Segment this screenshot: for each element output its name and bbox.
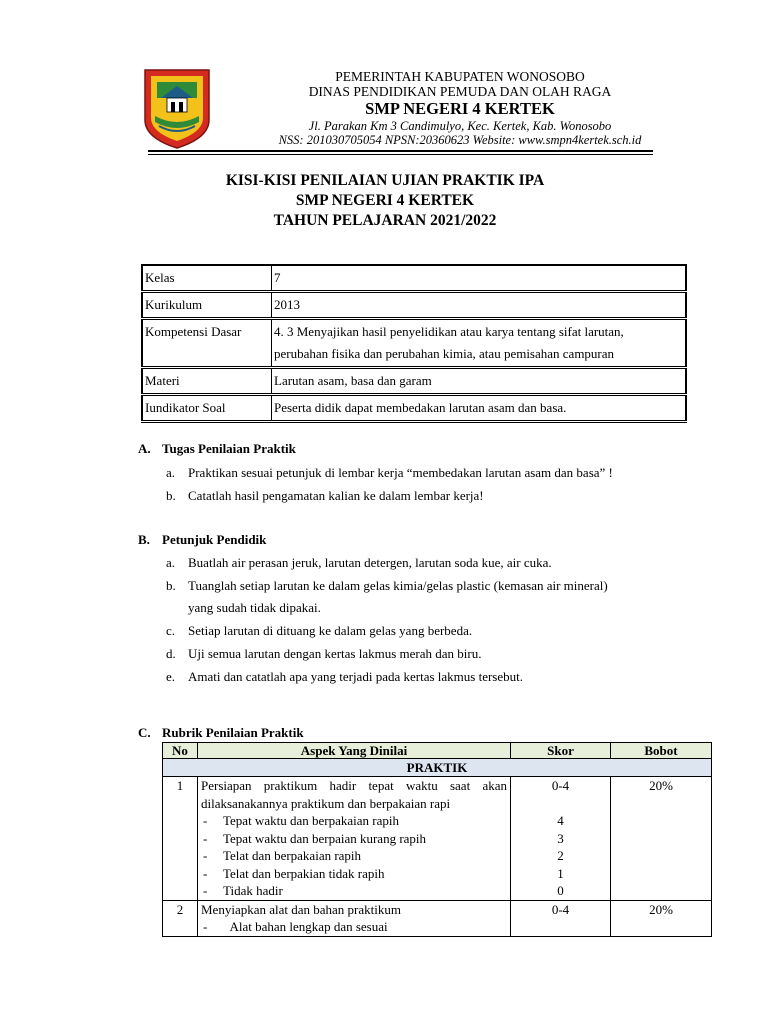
info-value: 2013 [272, 292, 687, 319]
item-letter: e. [166, 669, 176, 684]
item-letter: c. [166, 623, 176, 638]
aspek-line: Menyiapkan alat dan bahan praktikum [201, 901, 401, 917]
sub-item: - Telat dan berpakian tidak rapih [203, 865, 385, 881]
sub-skor: 2 [557, 848, 564, 863]
item-text: Buatlah air perasan jeruk, larutan detergen, larutan soda kue, air cuka. [188, 555, 552, 570]
table-row [163, 900, 712, 936]
sub-skor: 4 [557, 813, 564, 828]
rubric-table [162, 742, 712, 937]
section-a-heading [138, 441, 296, 457]
list-item [166, 555, 696, 571]
info-row-kurikulum [142, 292, 686, 319]
item-letter: d. [166, 646, 176, 661]
letterhead-rule-thick [148, 150, 653, 152]
sub-item: - Tepat waktu dan berpakaian rapih [203, 813, 399, 828]
item-letter: b. [166, 578, 176, 593]
section-title: Petunjuk Pendidik [162, 532, 267, 547]
school-logo-shield-icon [143, 68, 211, 150]
info-row-indikator [142, 395, 686, 422]
list-item [166, 669, 696, 685]
doc-title-year: TAHUN PELAJARAN 2021/2022 [273, 212, 497, 229]
info-value [272, 319, 687, 368]
letterhead-ids: NSS: 201030705054 NPSN:20360623 Website: www.smpn4kertek.sch.id [278, 133, 642, 147]
item-letter: a. [166, 465, 176, 480]
sub-item: - Alat bahan lengkap dan sesuai [203, 919, 388, 934]
item-text: Setiap larutan di dituang ke dalam gelas yang berbeda. [188, 623, 473, 638]
section-b-heading [138, 532, 266, 548]
info-row-kompetensi [142, 319, 686, 368]
doc-title: KISI-KISI PENILAIAN UJIAN PRAKTIK IPA [225, 172, 545, 189]
table-row [163, 777, 712, 901]
section-letter: B. [138, 532, 150, 547]
item-text: Tuanglah setiap larutan ke dalam gelas kimia/gelas plastic (kemasan air mineral) [188, 578, 608, 593]
section-letter: A. [138, 441, 151, 456]
header-skor: Skor [511, 743, 611, 759]
info-label: Iundikator Soal [142, 395, 272, 422]
sub-skor: 3 [557, 830, 564, 846]
info-value: Peserta didik dapat membedakan larutan asam dan basa. [272, 395, 687, 422]
info-label: Kurikulum [142, 292, 272, 319]
list-item [166, 488, 696, 504]
sub-skor: 1 [557, 865, 564, 881]
sub-item: - Tepat waktu dan berpaian kurang rapih [203, 830, 427, 846]
letterhead-government: PEMERINTAH KABUPATEN WONOSOBO [335, 69, 585, 84]
sub-item: - Tidak hadir [203, 883, 283, 898]
row-bobot: 20% [611, 777, 712, 901]
item-text: Praktikan sesuai petunjuk di lembar kerja “membedakan larutan asam dan basa” ! [188, 465, 613, 480]
row-no: 1 [163, 777, 198, 901]
sub-item: - Telat dan berpakaian rapih [203, 848, 362, 863]
item-text: Catatlah hasil pengamatan kalian ke dalam lembar kerja! [188, 488, 484, 503]
header-bobot: Bobot [611, 743, 712, 759]
row-aspek [198, 900, 511, 936]
info-value-line2: perubahan fisika dan perubahan kimia, atau pemisahan campuran [274, 346, 615, 361]
letterhead-school-name: SMP NEGERI 4 KERTEK [365, 99, 555, 118]
info-label: Kompetensi Dasar [142, 319, 272, 368]
header-no: No [163, 743, 198, 759]
letterhead-address: Jl. Parakan Km 3 Candimulyo, Kec. Kertek, Kab. Wonosobo [308, 119, 612, 133]
doc-title-school: SMP NEGERI 4 KERTEK [295, 192, 475, 209]
info-row-materi [142, 368, 686, 395]
info-value: 7 [272, 265, 687, 292]
item-letter: a. [166, 555, 176, 570]
letterhead-rule-thin [148, 154, 653, 155]
list-item [166, 646, 696, 662]
item-text: Amati dan catatlah apa yang terjadi pada kertas lakmus tersebut. [188, 669, 523, 684]
info-label: Materi [142, 368, 272, 395]
item-text: Uji semua larutan dengan kertas lakmus merah dan biru. [188, 646, 482, 661]
item-letter: b. [166, 488, 176, 503]
info-value: Larutan asam, basa dan garam [272, 368, 687, 395]
rubric-header-row [163, 743, 712, 759]
list-item [166, 623, 696, 639]
info-value-line1: 4. 3 Menyajikan hasil penyelidikan atau karya tentang sifat larutan, [274, 324, 624, 339]
section-c-heading [138, 725, 304, 741]
info-table [141, 264, 687, 423]
row-skor: 0-4 4 3 2 1 0 [511, 777, 611, 901]
section-letter: C. [138, 725, 151, 740]
info-row-kelas [142, 265, 686, 292]
row-skor: 0-4 [511, 900, 611, 936]
info-label: Kelas [142, 265, 272, 292]
letterhead-department: DINAS PENDIDIKAN PEMUDA DAN OLAH RAGA [308, 84, 612, 99]
list-item-continuation: yang sudah tidak dipakai. [188, 600, 321, 615]
list-item [166, 578, 696, 594]
header-aspek: Aspek Yang Dinilai [198, 743, 511, 759]
row-no: 2 [163, 900, 198, 936]
group-label: PRAKTIK [163, 759, 712, 777]
row-bobot: 20% [611, 900, 712, 936]
aspek-line: Persiapan praktikum hadir tepat waktu saat akan [201, 778, 507, 793]
sub-skor: 0 [557, 883, 564, 898]
rubric-group-row [163, 759, 712, 777]
row-aspek [198, 777, 511, 901]
list-item [166, 465, 696, 481]
section-title: Tugas Penilaian Praktik [162, 441, 296, 456]
section-title: Rubrik Penilaian Praktik [162, 725, 304, 740]
aspek-line: dilaksanakannya praktikum dan berpakaian rapi [201, 795, 451, 811]
